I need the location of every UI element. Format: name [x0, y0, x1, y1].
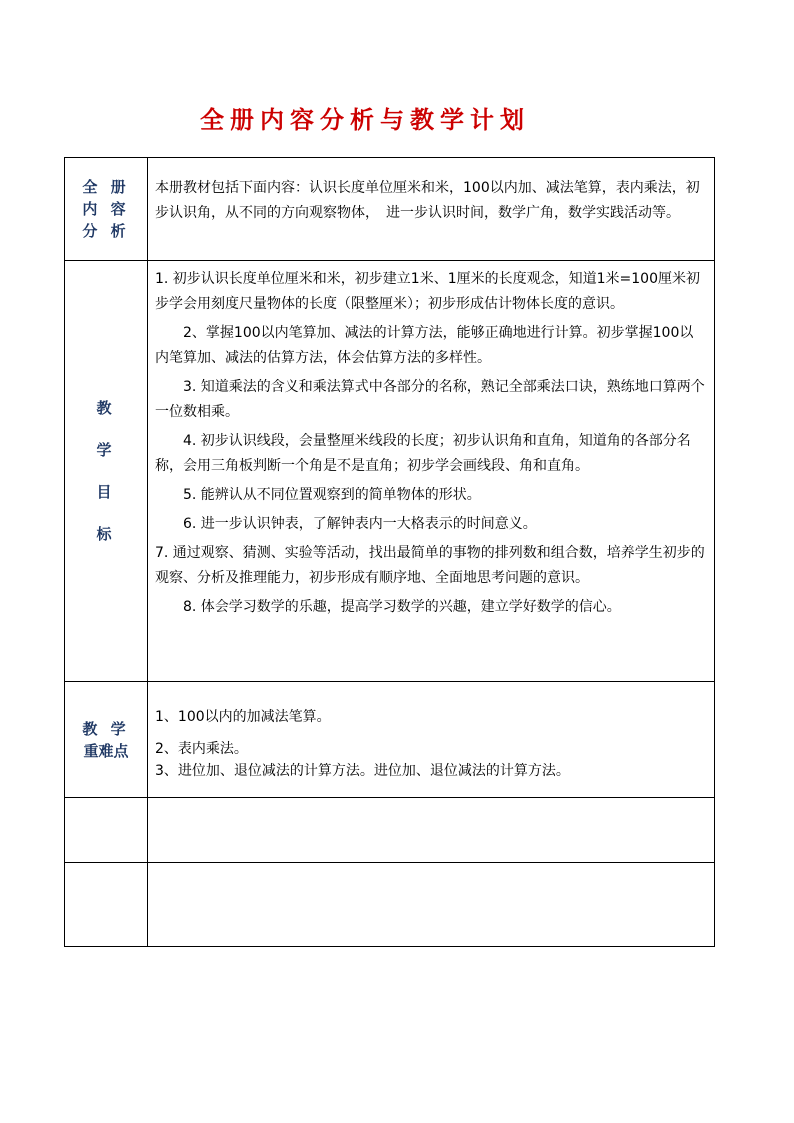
goals-label-cell	[65, 261, 148, 682]
goal-item: 6. 进一步认识钟表，了解钟表内一大格表示的时间意义。	[183, 516, 537, 532]
goal-item: 4. 初步认识线段，会量整厘米线段的长度；初步认识角和直角，知道角的各部分名称，会用三角板判断一个角是不是直角；初步学会画线段、角和直角。	[155, 433, 691, 474]
page-title: 全册内容分析与教学计划	[200, 105, 530, 134]
empty-row	[65, 863, 715, 947]
overview-label-cell	[65, 158, 148, 261]
focus-label-cell	[65, 682, 148, 798]
focus-label-line: 教 学	[82, 719, 130, 738]
goal-item: 1. 初步认识长度单位厘米和米，初步建立1米、1厘米的长度观念，知道1米=100厘米初步学会用刻度尺量物体的长度（限整厘米）；初步形成估计物体长度的意识。	[155, 271, 700, 312]
focus-row	[65, 682, 715, 798]
empty-content-cell	[148, 863, 715, 947]
goals-content-cell	[148, 261, 715, 682]
empty-label-cell	[65, 798, 148, 863]
goal-item: 8. 体会学习数学的乐趣，提高学习数学的兴趣，建立学好数学的信心。	[183, 599, 621, 615]
focus-item: 3、进位加、退位减法的计算方法。进位加、退位减法的计算方法。	[155, 763, 570, 779]
goals-label-line: 标	[96, 525, 116, 543]
overview-label-line: 内 容	[82, 200, 130, 218]
teaching-plan-table	[64, 157, 715, 947]
overview-text: 本册教材包括下面内容：认识长度单位厘米和米，100以内加、减法笔算，表内乘法，初步认识角，从不同的方向观察物体， 进一步认识时间，数学广角，数学实践活动等。	[155, 180, 700, 221]
empty-content-cell	[148, 798, 715, 863]
goals-label-line: 学	[96, 441, 116, 459]
goal-item: 5. 能辨认从不同位置观察到的简单物体的形状。	[183, 487, 481, 503]
overview-label-line: 全 册	[82, 178, 130, 196]
focus-item: 2、表内乘法。	[155, 741, 248, 757]
focus-item: 1、100以内的加减法笔算。	[155, 709, 331, 725]
overview-content-cell	[148, 158, 715, 261]
goal-item: 3. 知道乘法的含义和乘法算式中各部分的名称，熟记全部乘法口诀，熟练地口算两个一位数相乘。	[155, 379, 705, 420]
goal-item: 2、掌握100以内笔算加、减法的计算方法，能够正确地进行计算。初步掌握100以内笔算加、减法的估算方法，体会估算方法的多样性。	[155, 325, 694, 366]
focus-content-cell	[148, 682, 715, 798]
goals-label-line: 目	[96, 483, 116, 501]
overview-row	[65, 158, 715, 261]
empty-label-cell	[65, 863, 148, 947]
overview-label-line: 分 析	[82, 222, 130, 240]
goal-item: 7. 通过观察、猜测、实验等活动，找出最简单的事物的排列数和组合数，培养学生初步的观察、分析及推理能力，初步形成有顺序地、全面地思考问题的意识。	[155, 545, 705, 586]
focus-label-line: 重难点	[83, 741, 129, 760]
goals-label-line: 教	[96, 399, 116, 417]
empty-row	[65, 798, 715, 863]
goals-row	[65, 261, 715, 682]
